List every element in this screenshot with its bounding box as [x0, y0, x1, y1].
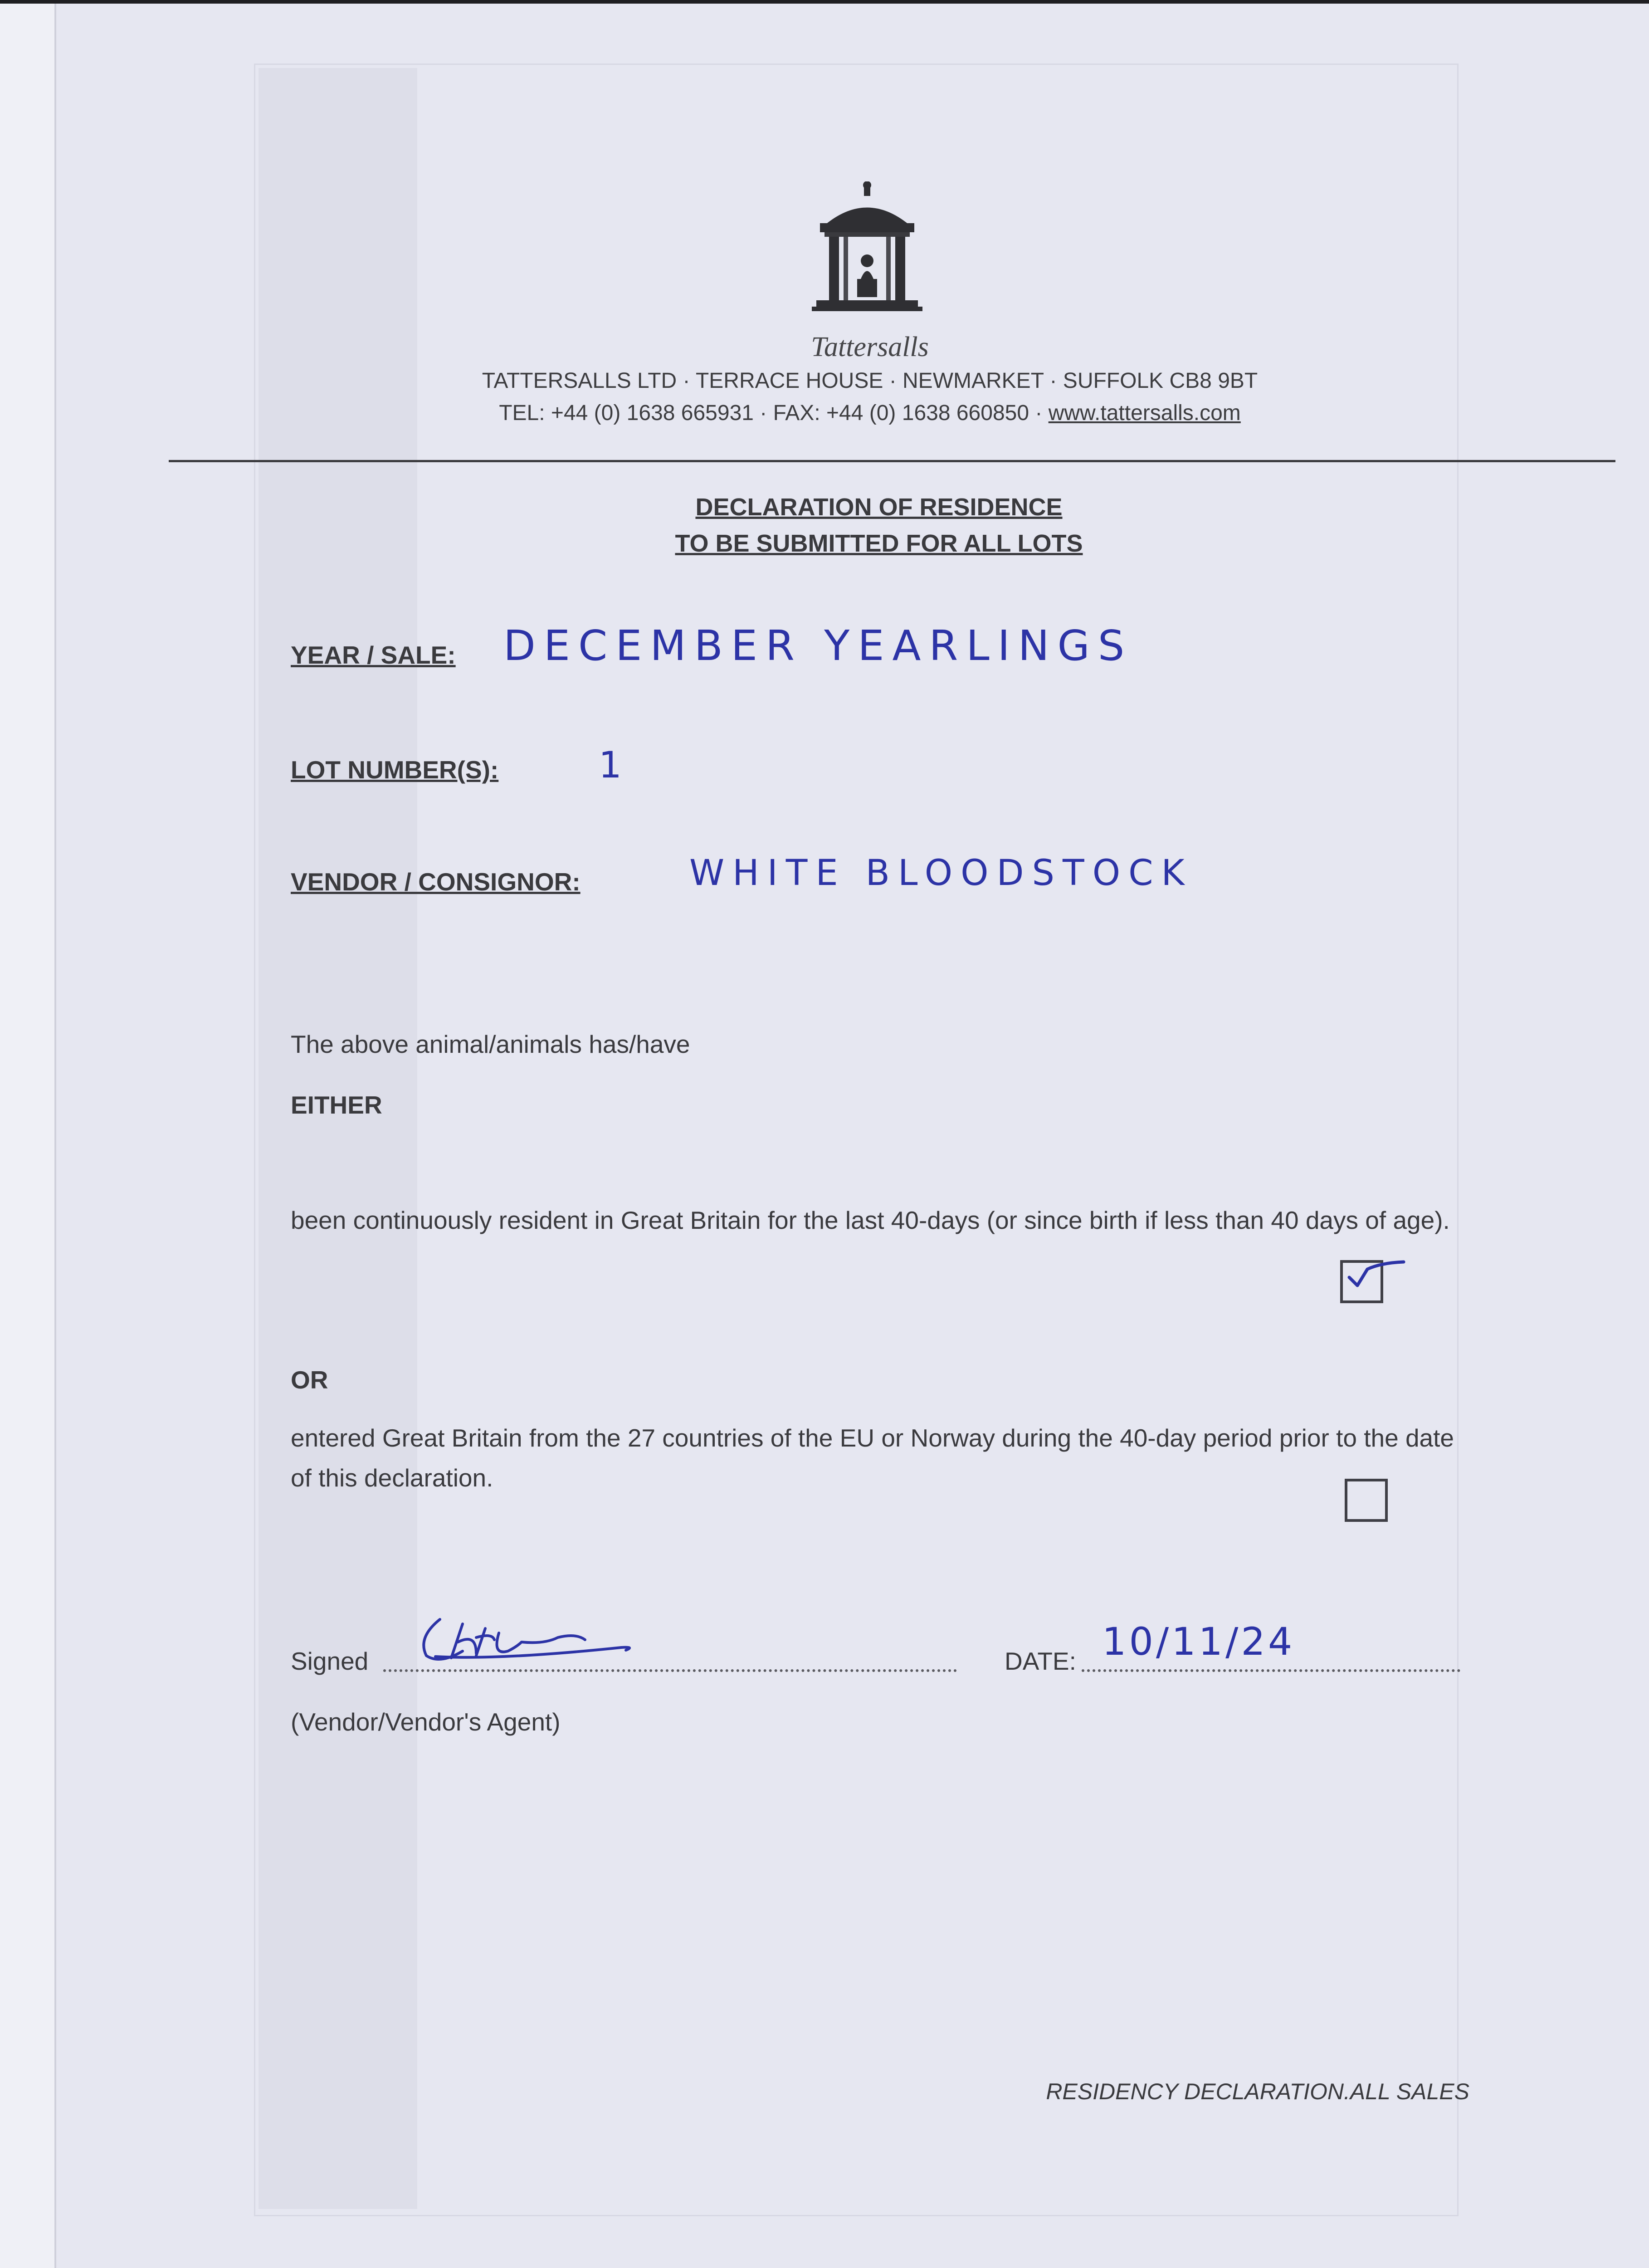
tattersalls-rotunda-logo	[807, 181, 948, 331]
scan-edge-line	[54, 0, 56, 2268]
brand-name: Tattersalls	[811, 332, 929, 362]
form-title: DECLARATION OF RESIDENCE	[695, 494, 1063, 521]
lot-number-value[interactable]: 1	[599, 744, 630, 786]
header-rule	[169, 460, 1615, 462]
declaration-intro: The above animal/animals has/have	[291, 1030, 690, 1058]
vendor-agent-note: (Vendor/Vendor's Agent)	[291, 1708, 561, 1736]
or-heading: OR	[291, 1366, 328, 1394]
check-mark-icon	[1340, 1254, 1395, 1290]
company-address: TATTERSALLS LTD · TERRACE HOUSE · NEWMARKET · SUFFOLK CB8 9BT	[482, 369, 1258, 393]
date-label: DATE:	[1005, 1647, 1076, 1675]
date-line	[1082, 1669, 1460, 1672]
company-contact	[303, 401, 1437, 425]
year-sale-value[interactable]: DECEMBER YEARLINGS	[503, 621, 1133, 670]
scan-left-edge	[0, 0, 54, 2268]
year-sale-label: YEAR / SALE:	[291, 641, 456, 669]
date-value[interactable]: 10/11/24	[1102, 1619, 1295, 1664]
option-entered-text: entered Great Britain from the 27 countries of the EU or Norway during the 40-day period prior to the date of this declaration.	[291, 1424, 1454, 1492]
website-link[interactable]: www.tattersalls.com	[1048, 401, 1241, 425]
scan-top-edge	[0, 0, 1649, 4]
vendor-label: VENDOR / CONSIGNOR:	[291, 868, 581, 896]
lot-number-label: LOT NUMBER(S):	[291, 756, 499, 784]
form-subtitle: TO BE SUBMITTED FOR ALL LOTS	[675, 530, 1083, 557]
signed-label: Signed	[291, 1647, 369, 1675]
option-entered-checkbox[interactable]	[1345, 1479, 1388, 1522]
contact-numbers: TEL: +44 (0) 1638 665931 · FAX: +44 (0) 1638 660850 ·	[499, 401, 1049, 425]
vendor-value[interactable]: WHITE BLOODSTOCK	[689, 853, 1193, 894]
option-resident-checkbox[interactable]	[1340, 1260, 1383, 1303]
option-resident-text: been continuously resident in Great Britain for the last 40-days (or since birth if less than 40 days of age).	[291, 1206, 1450, 1234]
either-heading: EITHER	[291, 1091, 382, 1119]
form-reference: RESIDENCY DECLARATION.ALL SALES	[1046, 2079, 1469, 2104]
signature-scribble[interactable]	[408, 1606, 662, 1674]
